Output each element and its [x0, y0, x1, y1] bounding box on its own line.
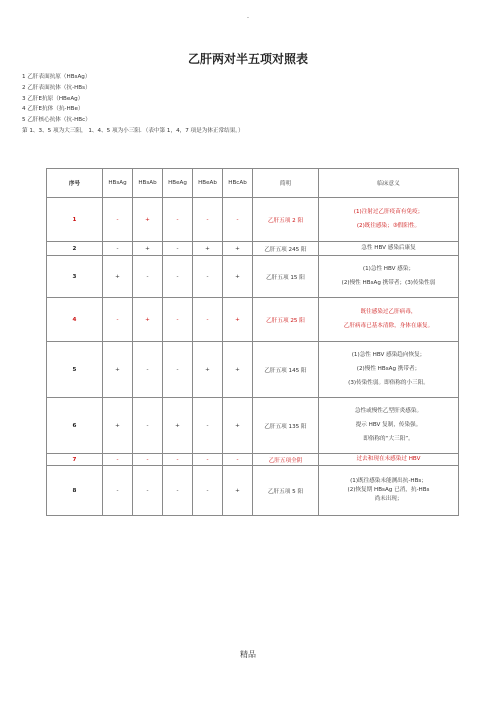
meaning-line: (2)恢复期 HBsAg 已消，抗-HBs	[347, 487, 430, 493]
marker-cell: -	[193, 466, 223, 516]
row-number: 6	[47, 398, 103, 454]
header-cell: HBeAb	[193, 169, 223, 198]
marker-cell: -	[193, 398, 223, 454]
table-row	[47, 298, 459, 342]
table-row	[47, 398, 459, 454]
marker-cell: -	[103, 198, 133, 242]
footer-label: 精品	[240, 650, 256, 659]
header-cell: HBsAg	[103, 169, 133, 198]
clinical-meaning	[319, 256, 459, 298]
short-description: 乙肝五项 145 阳	[253, 342, 319, 398]
marker-cell: -	[223, 454, 253, 466]
short-description: 乙肝五项 245 阳	[253, 242, 319, 256]
marker-cell: +	[163, 398, 193, 454]
header-cell: HBcAb	[223, 169, 253, 198]
intro-note: 第 1、3、5 项为大三阳， 1、4、5 项为小三阳．（表中第 1，4，7 项是为体正常结果。）	[22, 127, 244, 134]
short-description: 乙肝五项 25 阳	[253, 298, 319, 342]
marker-cell: -	[163, 342, 193, 398]
marker-cell: -	[133, 342, 163, 398]
marker-cell: +	[223, 256, 253, 298]
meaning-line: 既往感染过乙肝病毒，	[360, 309, 417, 315]
marker-cell: +	[133, 242, 163, 256]
table-row	[47, 198, 459, 242]
table-header-row	[47, 169, 459, 198]
marker-cell: +	[223, 398, 253, 454]
marker-cell: +	[103, 256, 133, 298]
table-row	[47, 256, 459, 298]
meaning-line: 过去和现在未感染过 HBV	[356, 456, 421, 462]
marker-cell: -	[133, 454, 163, 466]
marker-cell: -	[193, 454, 223, 466]
header-cell: HBeAg	[163, 169, 193, 198]
marker-cell: -	[103, 454, 133, 466]
marker-cell: -	[103, 466, 133, 516]
meaning-line: (1)急性 HBV 感染趋向恢复；	[351, 352, 426, 358]
meaning-line: 即俗称的“大三阳”。	[363, 436, 414, 442]
marker-cell: +	[193, 342, 223, 398]
clinical-meaning	[319, 298, 459, 342]
meaning-line: (2)慢性 HBsAg 携带者；(3)传染性弱	[341, 280, 436, 286]
marker-cell: +	[223, 298, 253, 342]
header-cell: 序号	[47, 169, 103, 198]
clinical-meaning	[319, 466, 459, 516]
meaning-line: 急性 HBV 感染后康复	[361, 245, 416, 251]
clinical-meaning	[319, 198, 459, 242]
marker-cell: +	[193, 242, 223, 256]
clinical-meaning	[319, 454, 459, 466]
meaning-line: (1)注射过乙肝疫苗有免疫；	[353, 209, 424, 215]
marker-cell: -	[103, 242, 133, 256]
row-number: 1	[47, 198, 103, 242]
row-number: 2	[47, 242, 103, 256]
table-row	[47, 242, 459, 256]
document-title: 乙肝两对半五项对照表	[187, 52, 308, 66]
short-description: 乙肝五项 15 阳	[253, 256, 319, 298]
meaning-line: (2)慢性 HBsAg 携带者；	[356, 366, 421, 372]
marker-cell: +	[223, 242, 253, 256]
meaning-line: 急性或慢性乙型肝炎感染。	[354, 408, 423, 414]
meaning-line: (1)既往感染未能测出抗-HBs；	[350, 478, 427, 484]
short-description: 乙肝五项 135 阳	[253, 398, 319, 454]
marker-cell: -	[133, 466, 163, 516]
intro-line: 5 乙肝核心抗体（抗-HBc）	[22, 117, 91, 124]
clinical-meaning	[319, 398, 459, 454]
short-description: 乙肝五项 2 阳	[253, 198, 319, 242]
intro-line: 4 乙肝E抗体（抗-HBe）	[22, 106, 84, 113]
meaning-line: (2)既往感染；③假阳性。	[356, 223, 421, 229]
marker-cell: -	[163, 466, 193, 516]
marker-cell: -	[133, 398, 163, 454]
header-cell: HBsAb	[133, 169, 163, 198]
marker-cell: +	[223, 466, 253, 516]
meaning-line: (3)传染性弱。即俗称的小三阳。	[348, 380, 429, 386]
table-row	[47, 342, 459, 398]
row-number: 5	[47, 342, 103, 398]
marker-cell: -	[133, 256, 163, 298]
meaning-line: 乙肝病毒已基本清除，身体在康复。	[343, 323, 434, 329]
marker-cell: +	[103, 398, 133, 454]
marker-cell: +	[223, 342, 253, 398]
row-number: 7	[47, 454, 103, 466]
marker-cell: -	[163, 298, 193, 342]
hbv-table	[46, 168, 459, 516]
table-row	[47, 454, 459, 466]
header-cell: 临床意义	[319, 169, 459, 198]
marker-cell: -	[163, 242, 193, 256]
marker-cell: +	[103, 342, 133, 398]
marker-cell: -	[163, 198, 193, 242]
marker-cell: -	[163, 256, 193, 298]
table-row	[47, 466, 459, 516]
intro-list	[22, 72, 482, 137]
row-number: 8	[47, 466, 103, 516]
header-cell: 简明	[253, 169, 319, 198]
intro-line: 1 乙肝表面抗原（HBsAg）	[22, 74, 91, 80]
intro-line: 3 乙肝E抗原（HBeAg）	[22, 95, 84, 102]
clinical-meaning	[319, 342, 459, 398]
marker-cell: -	[193, 256, 223, 298]
clinical-meaning	[319, 242, 459, 256]
meaning-line: 提示 HBV 复制，传染强。	[355, 422, 422, 428]
marker-cell: -	[193, 198, 223, 242]
marker-cell: -	[103, 298, 133, 342]
row-number: 3	[47, 256, 103, 298]
marker-cell: -	[193, 298, 223, 342]
row-number: 4	[47, 298, 103, 342]
marker-cell: +	[133, 298, 163, 342]
marker-cell: -	[163, 454, 193, 466]
meaning-line: (1)急性 HBV 感染；	[362, 266, 415, 272]
short-description: 乙肝五项 5 阳	[253, 466, 319, 516]
short-description: 乙肝五项全阴	[253, 454, 319, 466]
page-mark: -	[246, 14, 250, 21]
marker-cell: -	[223, 198, 253, 242]
intro-line: 2 乙肝表面抗体（抗-HBs）	[22, 84, 91, 91]
marker-cell: +	[133, 198, 163, 242]
meaning-line: 尚未出现；	[374, 496, 403, 502]
